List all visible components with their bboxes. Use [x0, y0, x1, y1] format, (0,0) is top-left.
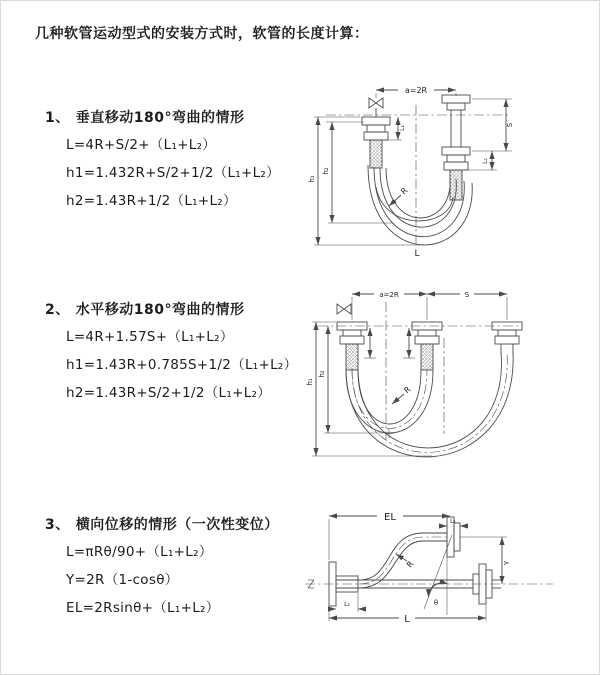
radius-leader — [392, 394, 404, 404]
dim-label-length: L — [404, 614, 410, 625]
valve-icon — [369, 98, 383, 117]
braid-section — [421, 344, 433, 370]
dim-label-end-top: L₁ — [450, 518, 456, 525]
formula-list — [45, 329, 297, 401]
diagram-horizontal-bend — [304, 282, 546, 462]
formula: L=4R+S/2+（L₁+L₂） — [66, 137, 217, 153]
section-heading — [45, 299, 297, 319]
section-number: 3、 — [45, 517, 70, 533]
formula: h2=1.43R+S/2+1/2（L₁+L₂） — [66, 385, 272, 401]
formula: h1=1.432R+S/2+1/2（L₁+L₂） — [66, 165, 280, 181]
dim-label-width: a=2R — [379, 291, 399, 299]
formula: h2=1.43R+1/2（L₁+L₂） — [66, 193, 237, 209]
formula: Y=2R（1-cosθ） — [66, 572, 179, 588]
dimension-height-inner — [326, 122, 394, 223]
dim-label-radius: R — [399, 185, 410, 197]
diagram-vertical-bend — [304, 67, 536, 259]
valve-icon — [337, 304, 351, 314]
dim-label-width: a=2R — [404, 86, 428, 95]
dim-label-height-inner: h₂ — [318, 370, 326, 378]
dim-label-stroke: S — [506, 122, 514, 128]
dim-label-radius: R — [402, 384, 413, 396]
formula: h1=1.43R+0.785S+1/2（L₁+L₂） — [66, 357, 298, 373]
section-title: 垂直移动180°弯曲的情形 — [75, 110, 245, 126]
dim-label-end-left: L₁ — [399, 125, 406, 131]
dimension-offset — [460, 537, 507, 584]
section-horizontal-bend — [45, 299, 297, 401]
dim-label-end-right: L₂ — [482, 158, 489, 164]
section-vertical-bend — [45, 107, 280, 209]
formula-list — [45, 544, 279, 616]
dim-label-angle: θ — [433, 599, 439, 607]
dim-label-height-inner: h₂ — [322, 167, 330, 175]
dim-label-height-outer: h₁ — [308, 175, 316, 183]
flange — [337, 322, 367, 344]
flange — [442, 147, 470, 170]
section-title: 横向位移的情形（一次性变位） — [75, 517, 279, 533]
radius-leader — [389, 195, 401, 206]
dimension-height-outer — [314, 117, 420, 245]
dim-label-offset: Y — [503, 560, 511, 566]
dim-label-height-outer: h₁ — [306, 378, 314, 386]
section-title: 水平移动180°弯曲的情形 — [75, 302, 245, 318]
diagram-lateral-displacement — [299, 503, 561, 641]
page-title: 几种软管运动型式的安装方式时，软管的长度计算： — [35, 26, 369, 42]
braid-section — [370, 140, 382, 168]
formula: L=πRθ/90+（L₁+L₂） — [66, 544, 213, 560]
dimension-end-fitting-right — [464, 151, 497, 170]
radius-leader — [396, 554, 407, 561]
dim-label-stroke: S — [464, 291, 470, 299]
dim-label-length: L — [414, 249, 420, 259]
dim-label-span: EL — [384, 512, 396, 523]
section-number: 2、 — [45, 302, 70, 318]
section-heading — [45, 107, 280, 127]
dim-label-end-left: L₂ — [344, 601, 350, 608]
section-heading — [45, 514, 279, 534]
flange — [362, 117, 390, 140]
formula: L=4R+1.57S+（L₁+L₂） — [66, 329, 234, 345]
flange — [492, 322, 522, 344]
hose-curve-position-1 — [346, 370, 433, 433]
flange — [442, 95, 470, 110]
dimension-end-fitting — [364, 328, 415, 358]
dim-label-radius: R — [404, 559, 416, 570]
section-number: 1、 — [45, 110, 70, 126]
section-lateral-displacement — [45, 514, 279, 616]
flange — [412, 322, 442, 344]
formula: EL=2Rsinθ+（L₁+L₂） — [66, 600, 220, 616]
braid-section — [346, 344, 358, 370]
formula-list — [45, 137, 280, 209]
